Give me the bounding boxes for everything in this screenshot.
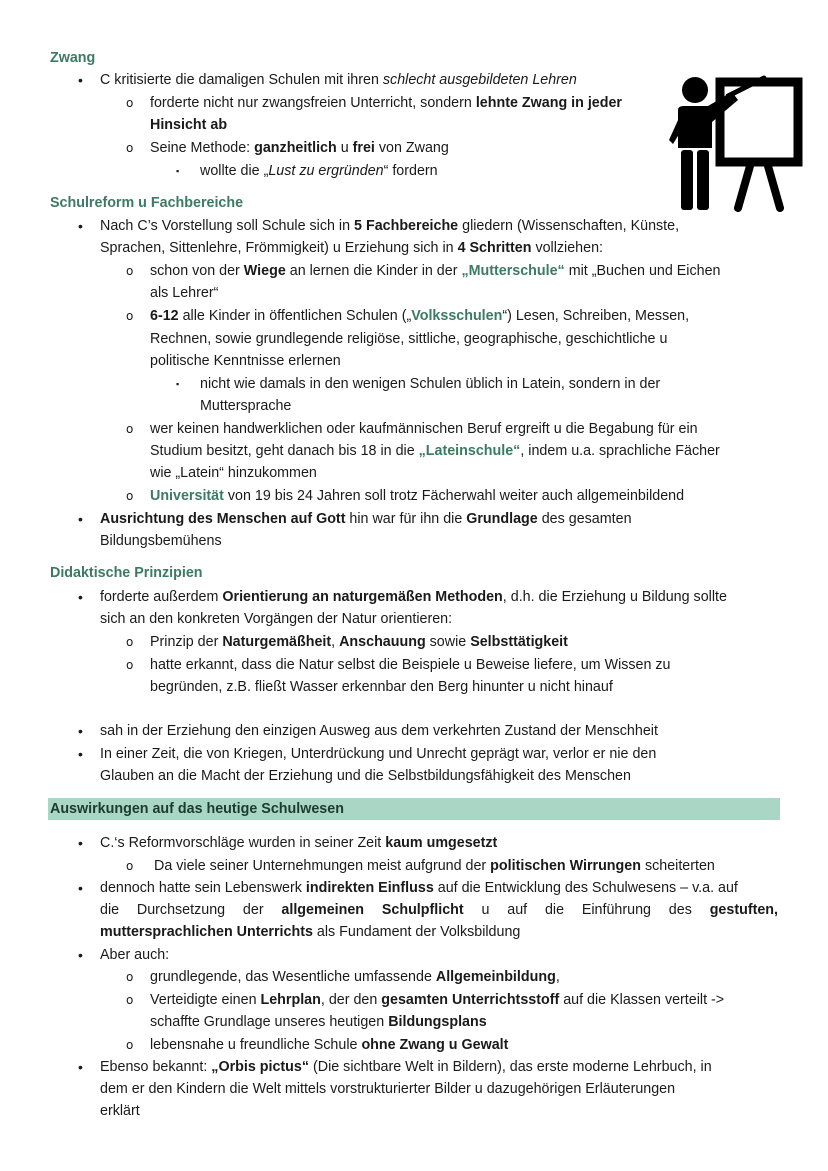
text-line: Seine Methode: ganzheitlich u frei von Zwang — [150, 140, 449, 156]
bullet: • — [78, 511, 83, 527]
text-line: forderte außerdem Orientierung an naturgemäßen Methoden, d.h. die Erziehung u Bildung sollte — [100, 589, 727, 605]
text-line: C kritisierte die damaligen Schulen mit ihren schlecht ausgebildeten Lehren — [100, 72, 577, 88]
text-line: Nach C’s Vorstellung soll Schule sich in 5 Fachbereiche gliedern (Wissenschaften, Künste, — [100, 218, 680, 234]
text-line: wollte die „Lust zu ergründen“ fordern — [200, 163, 438, 179]
text-line: Sprachen, Sittenlehre, Frömmigkeit) u Erziehung sich in 4 Schritten vollziehen: — [100, 240, 604, 256]
text-line: begründen, z.B. fließt Wasser erkennbar den Berg hinunter u nicht hinauf — [150, 679, 613, 695]
sub-sub-bullet: ▪ — [176, 166, 180, 176]
text-line: Aber auch: — [100, 947, 170, 963]
text-line: sah in der Erziehung den einzigen Ausweg aus dem verkehrten Zustand der Menschheit — [100, 723, 658, 739]
text-line: dem er den Kindern die Welt mittels vorstrukturierter Bilder u dazugehörigen Erläuterungen — [100, 1081, 676, 1097]
sub-bullet: o — [126, 309, 134, 323]
sub-bullet: o — [126, 141, 134, 155]
sub-sub-bullet: ▪ — [176, 379, 180, 389]
text-line: Da viele seiner Unternehmungen meist aufgrund der politischen Wirrungen scheiterten — [154, 858, 715, 874]
sub-bullet: o — [126, 96, 134, 110]
bullet: • — [78, 1059, 83, 1075]
text-line: 6-12 alle Kinder in öffentlichen Schulen („Volksschulen“) Lesen, Schreiben, Messen, — [150, 308, 690, 324]
text-line: die Durchsetzung der allgemeinen Schulpflicht u auf die Einführung des gestuften, — [100, 902, 778, 918]
text-line: politische Kenntnisse erlernen — [150, 353, 341, 369]
text-line: dennoch hatte sein Lebenswerk indirekten Einfluss auf die Entwicklung des Schulwesens – v.a. auf — [100, 880, 738, 896]
bullet: • — [78, 880, 83, 896]
text-line: Bildungsbemühens — [100, 533, 222, 549]
text-line: Prinzip der Naturgemäßheit, Anschauung sowie Selbsttätigkeit — [150, 634, 568, 650]
text-line: muttersprachlichen Unterrichts als Fundament der Volksbildung — [100, 924, 521, 940]
sub-bullet: o — [126, 970, 134, 984]
sub-bullet: o — [126, 658, 134, 672]
text-line: Universität von 19 bis 24 Jahren soll trotz Fächerwahl weiter auch allgemeinbildend — [150, 488, 685, 504]
bullet: • — [78, 746, 83, 762]
sub-bullet: o — [126, 489, 134, 503]
sub-bullet: o — [126, 635, 134, 649]
text-line: hatte erkannt, dass die Natur selbst die Beispiele u Beweise liefere, um Wissen zu — [150, 657, 671, 673]
text-line: Ebenso bekannt: „Orbis pictus“ (Die sichtbare Welt in Bildern), das erste moderne Lehrbuch, in — [100, 1059, 712, 1075]
section-heading-didaktik: Didaktische Prinzipien — [50, 565, 203, 581]
sub-bullet: o — [126, 422, 134, 436]
bullet: • — [78, 947, 83, 963]
text-line: C.‘s Reformvorschläge wurden in seiner Zeit kaum umgesetzt — [100, 835, 498, 851]
text-line: Studium besitzt, geht danach bis 18 in die „Lateinschule“, indem u.a. sprachliche Fächer — [150, 443, 720, 459]
text-line: als Lehrer“ — [150, 285, 219, 301]
bullet: • — [78, 589, 83, 605]
bullet: • — [78, 835, 83, 851]
text-line: erklärt — [100, 1103, 140, 1119]
text-line: Muttersprache — [200, 398, 292, 414]
sub-bullet: o — [126, 859, 134, 873]
text-line: schaffte Grundlage unseres heutigen Bildungsplans — [150, 1014, 487, 1030]
text-line: Glauben an die Macht der Erziehung und die Selbstbildungsfähigkeit des Menschen — [100, 768, 631, 784]
text-line: In einer Zeit, die von Kriegen, Unterdrückung und Unrecht geprägt war, verlor er nie den — [100, 746, 657, 762]
text-line: sich an den konkreten Vorgängen der Natur orientieren: — [100, 611, 453, 627]
text-line: forderte nicht nur zwangsfreien Unterricht, sondern lehnte Zwang in jeder — [150, 95, 622, 111]
sub-bullet: o — [126, 1038, 134, 1052]
text-line: nicht wie damals in den wenigen Schulen üblich in Latein, sondern in der — [200, 376, 661, 392]
sub-bullet: o — [126, 264, 134, 278]
bullet: • — [78, 218, 83, 234]
teacher-presentation-icon — [668, 74, 804, 212]
text-line: wer keinen handwerklichen oder kaufmännischen Beruf ergreift u die Begabung für ein — [150, 421, 698, 437]
text-line: Rechnen, sowie grundlegende religiöse, sittliche, geographische, geschichtliche u — [150, 331, 668, 347]
text-line: grundlegende, das Wesentliche umfassende Allgemeinbildung, — [150, 969, 560, 985]
bullet: • — [78, 72, 83, 88]
text-line: Hinsicht ab — [150, 117, 228, 133]
bullet: • — [78, 723, 83, 739]
sub-bullet: o — [126, 993, 134, 1007]
text-line: Ausrichtung des Menschen auf Gott hin war für ihn die Grundlage des gesamten — [100, 511, 632, 527]
text-line: Verteidigte einen Lehrplan, der den gesamten Unterrichtsstoff auf die Klassen verteilt -> — [150, 992, 725, 1008]
text-line: lebensnahe u freundliche Schule ohne Zwang u Gewalt — [150, 1037, 509, 1053]
section-heading-schulreform: Schulreform u Fachbereiche — [50, 195, 244, 211]
text-line: wie „Latein“ hinzukommen — [150, 465, 317, 481]
section-heading-auswirkungen: Auswirkungen auf das heutige Schulwesen — [48, 798, 780, 820]
text-line: schon von der Wiege an lernen die Kinder in der „Mutterschule“ mit „Buchen und Eichen — [150, 263, 721, 279]
section-heading-zwang: Zwang — [50, 50, 96, 66]
